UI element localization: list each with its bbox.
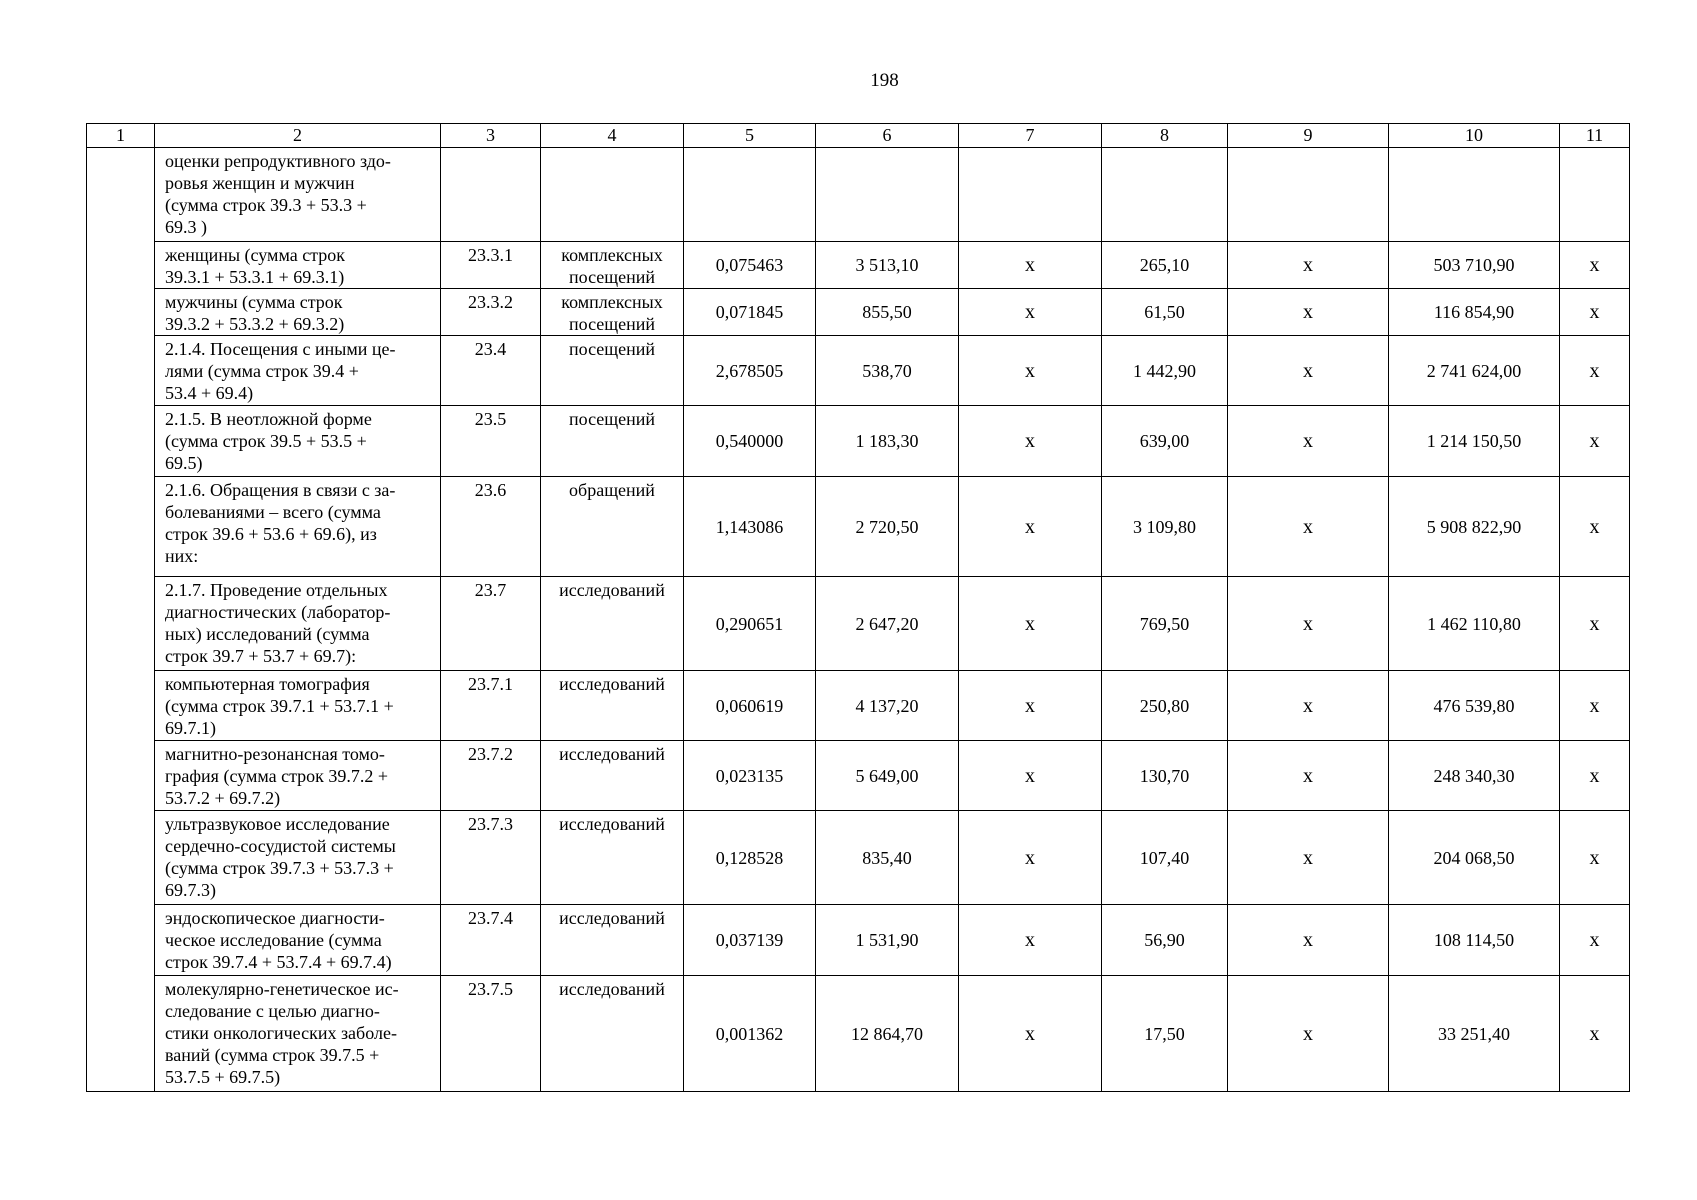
cell-col-9: х xyxy=(1228,477,1389,577)
page-number: 198 xyxy=(870,70,899,91)
cell-col-3: 23.4 xyxy=(441,336,541,406)
cell-col-7: х xyxy=(959,477,1102,577)
cell-col-11: х xyxy=(1560,477,1630,577)
cell-col-11: х xyxy=(1560,741,1630,811)
table-row xyxy=(87,905,1630,976)
cell-col-5: 0,540000 xyxy=(684,406,816,477)
cell-col-3 xyxy=(441,148,541,242)
cell-col-8 xyxy=(1102,148,1228,242)
cell-col-10: 108 114,50 xyxy=(1389,905,1560,976)
cell-col-3: 23.7.5 xyxy=(441,976,541,1092)
column-header: 9 xyxy=(1228,124,1389,148)
cell-col-8: 639,00 xyxy=(1102,406,1228,477)
cell-col-2: женщины (сумма строк 39.3.1 + 53.3.1 + 69.3.1) xyxy=(155,242,441,289)
cell-col-4: посещений xyxy=(541,336,684,406)
cell-col-2: мужчины (сумма строк 39.3.2 + 53.3.2 + 69.3.2) xyxy=(155,289,441,336)
cell-col-3: 23.7.4 xyxy=(441,905,541,976)
column-header: 6 xyxy=(816,124,959,148)
cell-col-5: 0,075463 xyxy=(684,242,816,289)
cell-col-9: х xyxy=(1228,976,1389,1092)
table-row xyxy=(87,477,1630,577)
cell-col-8: 250,80 xyxy=(1102,671,1228,741)
column-header: 11 xyxy=(1560,124,1630,148)
table-row xyxy=(87,671,1630,741)
cell-col-8: 61,50 xyxy=(1102,289,1228,336)
cell-col-3: 23.7.3 xyxy=(441,811,541,905)
table-row xyxy=(87,577,1630,671)
column-header: 4 xyxy=(541,124,684,148)
cell-col-2: оценки репродуктивного здо- ровья женщин и мужчин (сумма строк 39.3 + 53.3 + 69.3 ) xyxy=(155,148,441,242)
cell-col-5: 0,037139 xyxy=(684,905,816,976)
cell-col-9: х xyxy=(1228,242,1389,289)
cell-col-6: 2 720,50 xyxy=(816,477,959,577)
cell-col-7: х xyxy=(959,577,1102,671)
cell-col-11: х xyxy=(1560,905,1630,976)
cell-col-11: х xyxy=(1560,336,1630,406)
cell-col-2: молекулярно-генетическое ис- следование с целью диагно- стики онкологических заболе- ваний (сумма строк 39.7.5 + 53.7.5 + 69.7.5) xyxy=(155,976,441,1092)
table-row xyxy=(87,242,1630,289)
cell-col-6: 2 647,20 xyxy=(816,577,959,671)
cell-col-10: 204 068,50 xyxy=(1389,811,1560,905)
header-row xyxy=(87,124,1630,148)
cell-col-5: 0,128528 xyxy=(684,811,816,905)
cell-col-4: исследований xyxy=(541,976,684,1092)
table-row xyxy=(87,336,1630,406)
table-row xyxy=(87,741,1630,811)
cell-col-7: х xyxy=(959,406,1102,477)
cell-col-4: исследований xyxy=(541,671,684,741)
cell-col-4: исследований xyxy=(541,811,684,905)
cell-col-6: 4 137,20 xyxy=(816,671,959,741)
table-row xyxy=(87,406,1630,477)
cell-col-9: х xyxy=(1228,406,1389,477)
cell-col-8: 17,50 xyxy=(1102,976,1228,1092)
table-row xyxy=(87,811,1630,905)
cell-col-3: 23.7.1 xyxy=(441,671,541,741)
cell-col-10: 5 908 822,90 xyxy=(1389,477,1560,577)
cell-col-10: 33 251,40 xyxy=(1389,976,1560,1092)
cell-col-7 xyxy=(959,148,1102,242)
cell-col-7: х xyxy=(959,289,1102,336)
cell-col-2: магнитно-резонансная томо- графия (сумма строк 39.7.2 + 53.7.2 + 69.7.2) xyxy=(155,741,441,811)
cell-col-6: 835,40 xyxy=(816,811,959,905)
cell-col-6: 3 513,10 xyxy=(816,242,959,289)
cell-col-10: 1 214 150,50 xyxy=(1389,406,1560,477)
cell-col-3: 23.7 xyxy=(441,577,541,671)
cell-col-2: эндоскопическое диагности- ческое исследование (сумма строк 39.7.4 + 53.7.4 + 69.7.4) xyxy=(155,905,441,976)
cell-col-8: 3 109,80 xyxy=(1102,477,1228,577)
cell-col-8: 107,40 xyxy=(1102,811,1228,905)
cell-col-3: 23.3.1 xyxy=(441,242,541,289)
column-header: 2 xyxy=(155,124,441,148)
cell-col-11: х xyxy=(1560,242,1630,289)
cell-col-9: х xyxy=(1228,577,1389,671)
cell-col-11: х xyxy=(1560,811,1630,905)
cell-col-5: 1,143086 xyxy=(684,477,816,577)
cell-col-10: 503 710,90 xyxy=(1389,242,1560,289)
cell-col-7: х xyxy=(959,336,1102,406)
column-header: 1 xyxy=(87,124,155,148)
cell-col-4: комплексных посещений xyxy=(541,242,684,289)
cell-col-7: х xyxy=(959,905,1102,976)
cell-col-2: 2.1.5. В неотложной форме (сумма строк 39.5 + 53.5 + 69.5) xyxy=(155,406,441,477)
cell-col-7: х xyxy=(959,741,1102,811)
cell-col-7: х xyxy=(959,671,1102,741)
cell-col-9: х xyxy=(1228,811,1389,905)
column-header: 10 xyxy=(1389,124,1560,148)
cell-col-11 xyxy=(1560,148,1630,242)
cell-col-3: 23.3.2 xyxy=(441,289,541,336)
column-header: 8 xyxy=(1102,124,1228,148)
cell-col-6: 855,50 xyxy=(816,289,959,336)
cell-col-2: ультразвуковое исследование сердечно-сосудистой системы (сумма строк 39.7.3 + 53.7.3 + 69.7.3) xyxy=(155,811,441,905)
cell-col-6: 1 183,30 xyxy=(816,406,959,477)
cell-col-7: х xyxy=(959,811,1102,905)
cell-col-10: 476 539,80 xyxy=(1389,671,1560,741)
cell-col-8: 769,50 xyxy=(1102,577,1228,671)
cell-col-9 xyxy=(1228,148,1389,242)
table-row xyxy=(87,148,1630,242)
cell-col-11: х xyxy=(1560,406,1630,477)
cell-col-7: х xyxy=(959,242,1102,289)
table-row xyxy=(87,976,1630,1092)
cell-col-6: 12 864,70 xyxy=(816,976,959,1092)
cell-col-11: х xyxy=(1560,289,1630,336)
cell-col-9: х xyxy=(1228,905,1389,976)
cell-col-4: исследований xyxy=(541,577,684,671)
cell-col-2: 2.1.4. Посещения с иными це- лями (сумма строк 39.4 + 53.4 + 69.4) xyxy=(155,336,441,406)
cell-col-4: комплексных посещений xyxy=(541,289,684,336)
cell-col-9: х xyxy=(1228,289,1389,336)
cell-col-5: 2,678505 xyxy=(684,336,816,406)
cell-col-1 xyxy=(87,148,155,1092)
cell-col-4: исследований xyxy=(541,905,684,976)
cell-col-4: посещений xyxy=(541,406,684,477)
data-table xyxy=(86,123,1630,1092)
cell-col-5 xyxy=(684,148,816,242)
cell-col-10: 116 854,90 xyxy=(1389,289,1560,336)
cell-col-5: 0,290651 xyxy=(684,577,816,671)
cell-col-11: х xyxy=(1560,577,1630,671)
cell-col-10 xyxy=(1389,148,1560,242)
cell-col-2: 2.1.7. Проведение отдельных диагностических (лаборатор- ных) исследований (сумма строк 39.7 + 53.7 + 69.7): xyxy=(155,577,441,671)
cell-col-2: 2.1.6. Обращения в связи с за- болеваниями – всего (сумма строк 39.6 + 53.6 + 69.6), из них: xyxy=(155,477,441,577)
cell-col-4: обращений xyxy=(541,477,684,577)
cell-col-5: 0,001362 xyxy=(684,976,816,1092)
cell-col-6: 1 531,90 xyxy=(816,905,959,976)
cell-col-10: 1 462 110,80 xyxy=(1389,577,1560,671)
column-header: 3 xyxy=(441,124,541,148)
cell-col-11: х xyxy=(1560,671,1630,741)
column-header: 5 xyxy=(684,124,816,148)
cell-col-9: х xyxy=(1228,741,1389,811)
column-header: 7 xyxy=(959,124,1102,148)
cell-col-8: 56,90 xyxy=(1102,905,1228,976)
cell-col-4 xyxy=(541,148,684,242)
cell-col-11: х xyxy=(1560,976,1630,1092)
cell-col-3: 23.6 xyxy=(441,477,541,577)
cell-col-8: 1 442,90 xyxy=(1102,336,1228,406)
cell-col-2: компьютерная томография (сумма строк 39.7.1 + 53.7.1 + 69.7.1) xyxy=(155,671,441,741)
cell-col-7: х xyxy=(959,976,1102,1092)
cell-col-6: 5 649,00 xyxy=(816,741,959,811)
cell-col-9: х xyxy=(1228,336,1389,406)
cell-col-3: 23.7.2 xyxy=(441,741,541,811)
cell-col-6: 538,70 xyxy=(816,336,959,406)
cell-col-9: х xyxy=(1228,671,1389,741)
cell-col-5: 0,023135 xyxy=(684,741,816,811)
cell-col-5: 0,071845 xyxy=(684,289,816,336)
cell-col-10: 2 741 624,00 xyxy=(1389,336,1560,406)
cell-col-6 xyxy=(816,148,959,242)
cell-col-4: исследований xyxy=(541,741,684,811)
cell-col-5: 0,060619 xyxy=(684,671,816,741)
cell-col-8: 130,70 xyxy=(1102,741,1228,811)
cell-col-8: 265,10 xyxy=(1102,242,1228,289)
cell-col-10: 248 340,30 xyxy=(1389,741,1560,811)
cell-col-3: 23.5 xyxy=(441,406,541,477)
table-row xyxy=(87,289,1630,336)
